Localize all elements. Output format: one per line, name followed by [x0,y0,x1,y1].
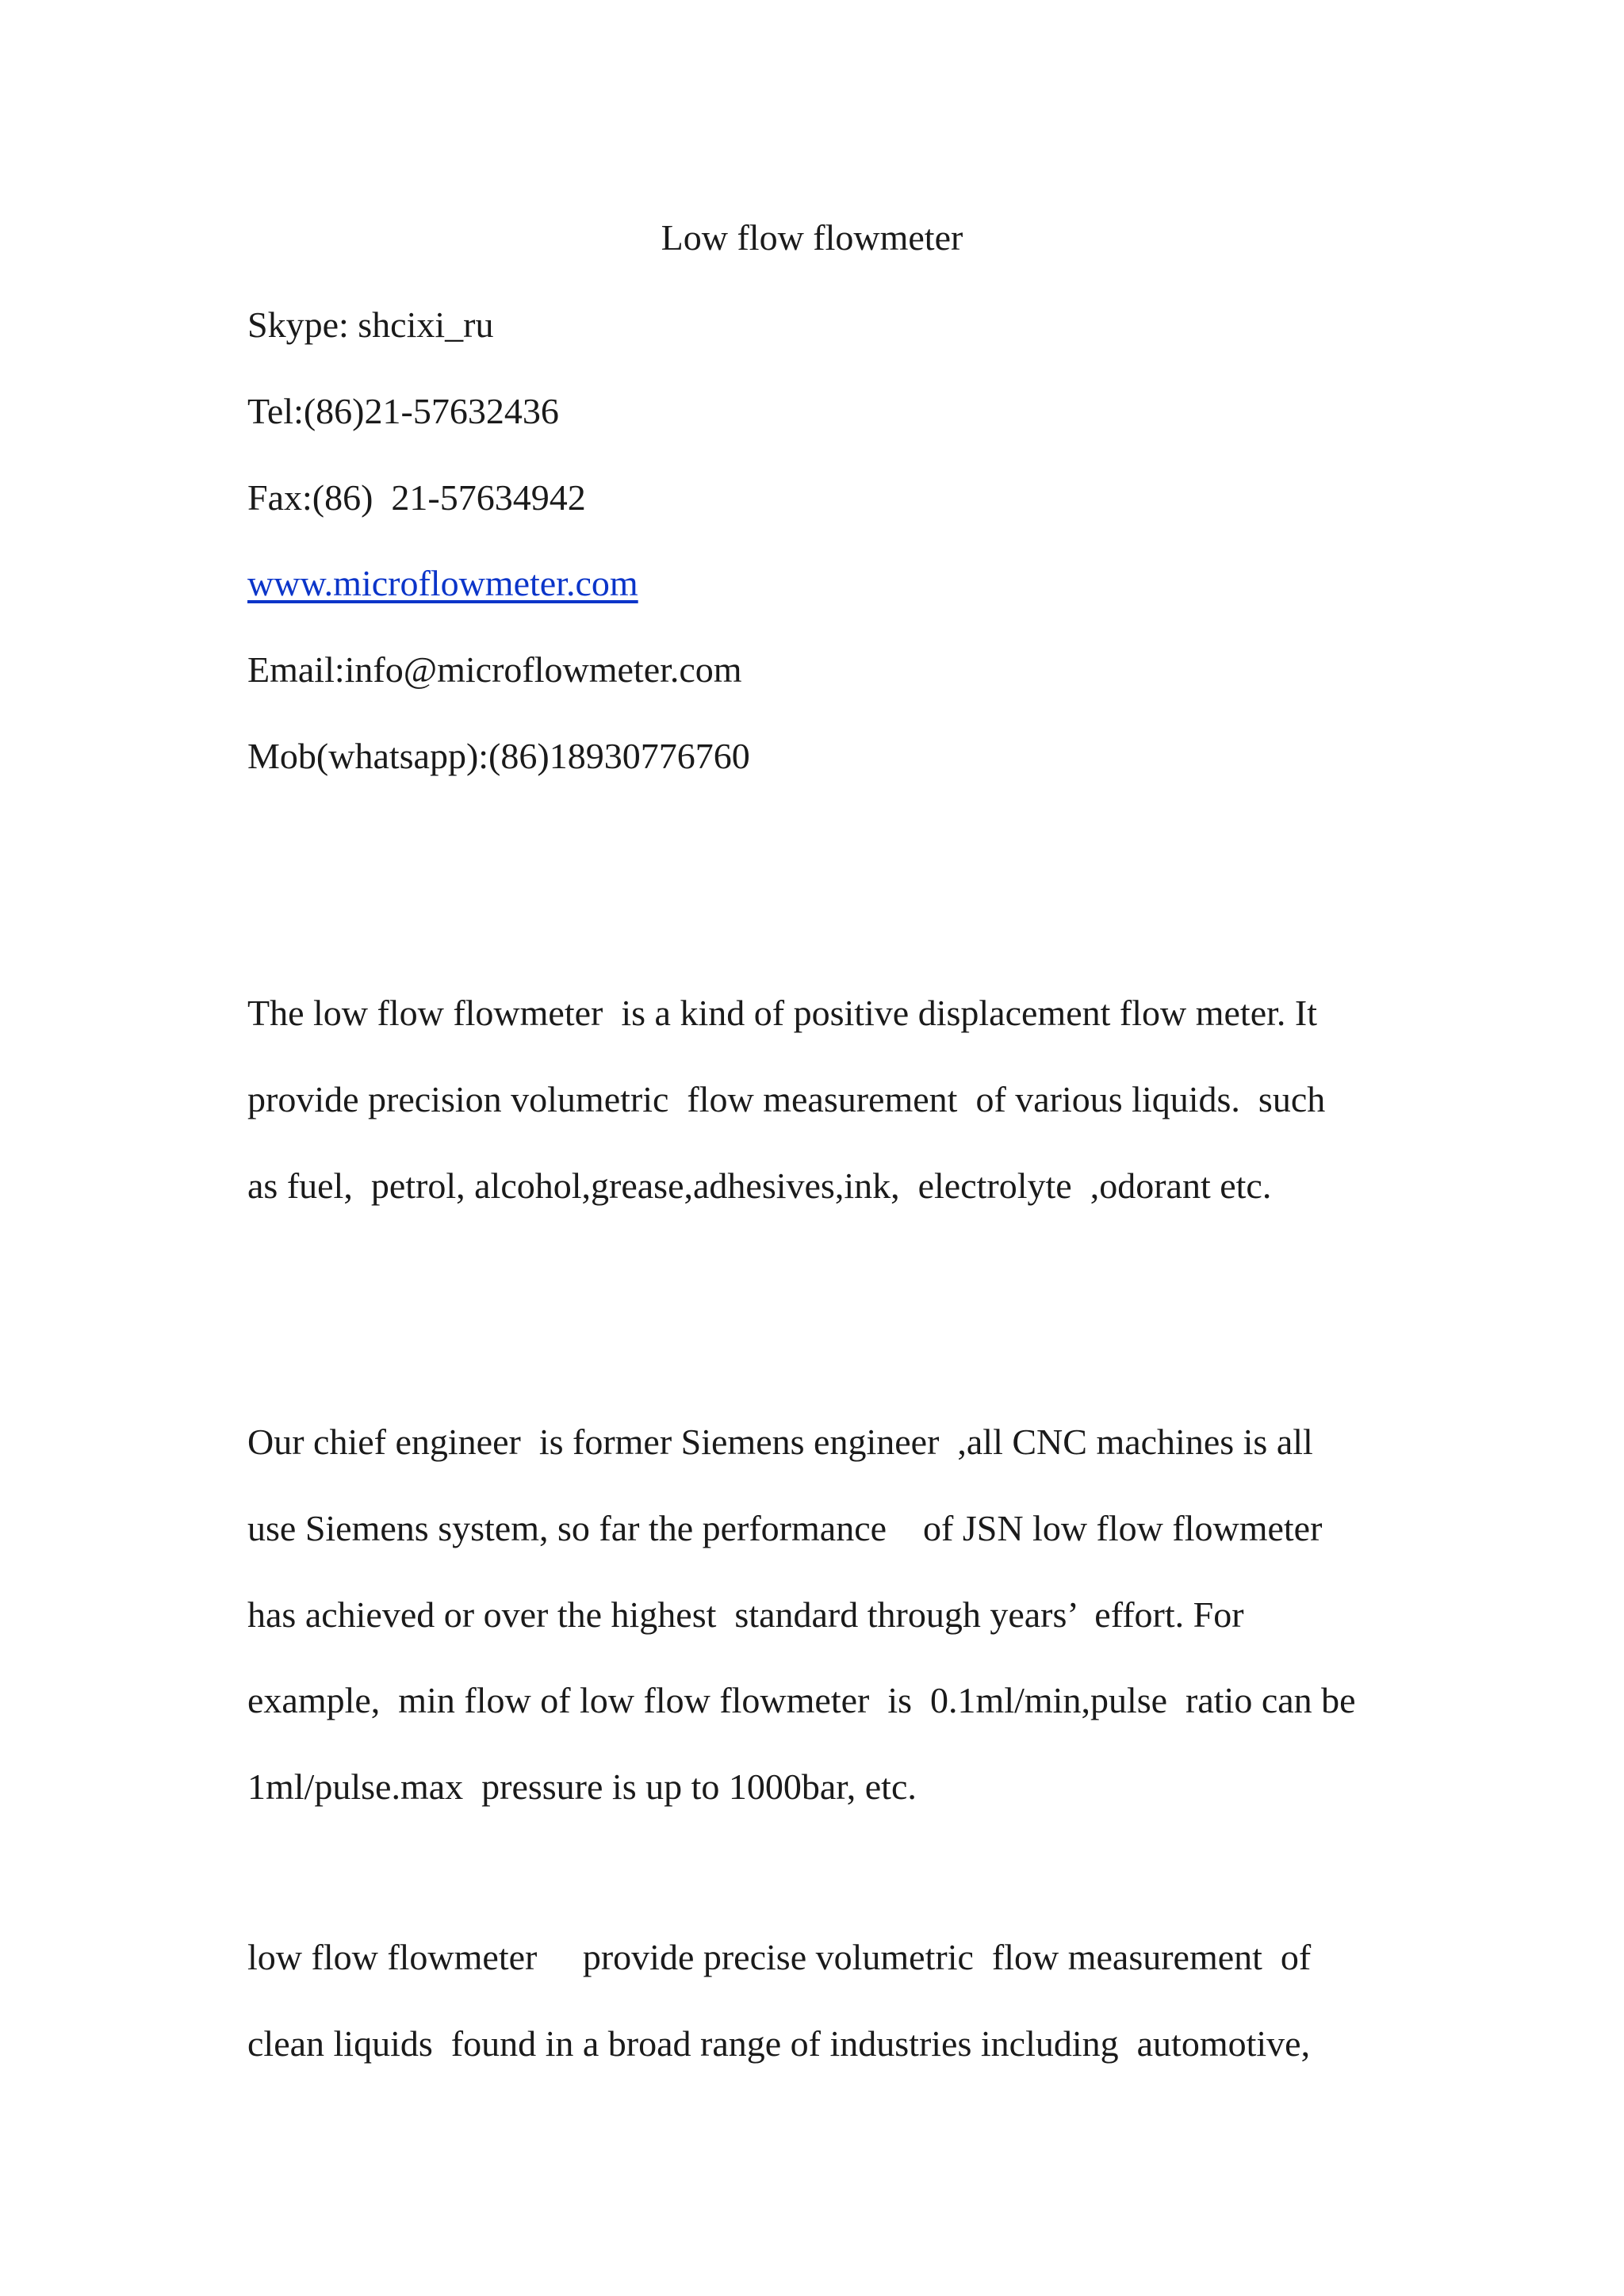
paragraph-1-line: The low flow flowmeter is a kind of positive displacement flow meter. It [247,993,1318,1033]
tel-contact: Tel:(86)21-57632436 [247,391,559,431]
mobile-contact: Mob(whatsapp):(86)18930776760 [247,736,750,776]
paragraph-1-line: as fuel, petrol, alcohol,grease,adhesives,ink, electrolyte ,odorant etc. [247,1165,1272,1206]
fax-contact: Fax:(86) 21-57634942 [247,477,586,518]
website-link[interactable]: www.microflowmeter.com [247,563,638,603]
page-title: Low flow flowmeter [661,217,963,258]
email-contact: Email:info@microflowmeter.com [247,649,742,690]
skype-contact: Skype: shcixi_ru [247,304,494,345]
paragraph-2-line: 1ml/pulse.max pressure is up to 1000bar, etc. [247,1766,917,1807]
paragraph-2-line: example, min flow of low flow flowmeter is 0.1ml/min,pulse ratio can be [247,1680,1356,1720]
paragraph-2-line: has achieved or over the highest standard through years’ effort. For [247,1594,1244,1635]
paragraph-2-line: Our chief engineer is former Siemens engineer ,all CNC machines is all [247,1422,1313,1462]
paragraph-3-line: clean liquids found in a broad range of industries including automotive, [247,2023,1311,2064]
paragraph-2-line: use Siemens system, so far the performance of JSN low flow flowmeter [247,1508,1323,1548]
paragraph-1-line: provide precision volumetric flow measurement of various liquids. such [247,1079,1326,1119]
paragraph-3-line: low flow flowmeter provide precise volumetric flow measurement of [247,1937,1312,1977]
